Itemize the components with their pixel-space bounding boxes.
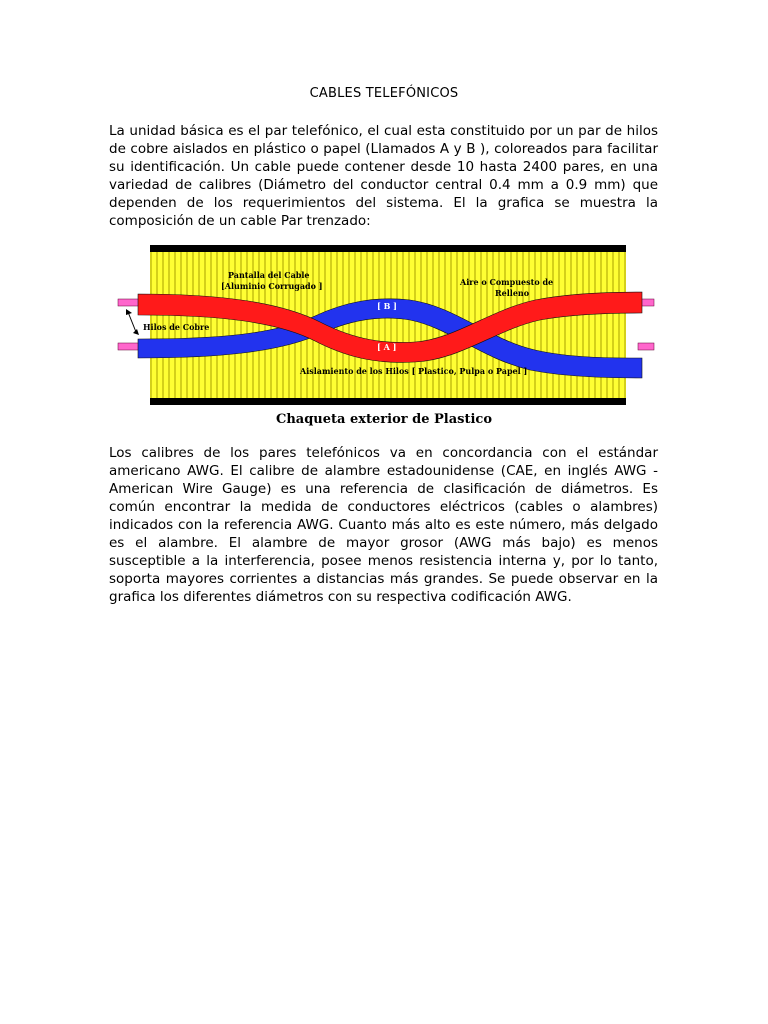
copper-tip-right-bottom: [638, 343, 654, 350]
jacket-top: [150, 245, 626, 252]
copper-tip-left-bottom: [118, 343, 140, 350]
label-air-sub: Relleno: [495, 288, 530, 298]
intro-paragraph: La unidad básica es el par telefónico, el cual esta constituido por un par de hilos de cobre aislados en plástico o papel (Llamados A y B ), coloreados para facilitar su identificación. Un cable puede contener desde 10 hasta 2400 pares, en una variedad de calibres (Diámetro del conductor central 0.4 mm a 0.9 mm) que dependen de los requerimientos del sistema. El la grafica se muestra la composición de un cable Par trenzado:: [109, 123, 658, 229]
twisted-pair-diagram: [110, 240, 658, 432]
document-title: CABLES TELEFÓNICOS: [309, 86, 459, 101]
copper-arrow-head-bottom: [133, 329, 139, 335]
figure-caption: Chaqueta exterior de Plastico: [276, 412, 492, 427]
label-air: Aire o Compuesto de: [460, 277, 554, 287]
label-wire-b: [ B ]: [377, 301, 397, 311]
shield-body: [150, 252, 626, 398]
label-copper: Hilos de Cobre: [143, 322, 210, 332]
copper-tip-left-top: [118, 299, 140, 306]
label-shield: Pantalla del Cable: [228, 270, 310, 280]
copper-arrow-line: [128, 312, 136, 332]
jacket-bottom: [150, 398, 626, 405]
label-insulation: Aislamiento de los Hilos [ Plastico, Pulpa o Papel ]: [300, 366, 528, 376]
label-wire-a: [ A ]: [377, 342, 397, 352]
label-shield-sub: [Aluminio Corrugado ]: [221, 281, 323, 291]
awg-paragraph: Los calibres de los pares telefónicos va en concordancia con el estándar americano AWG. El calibre de alambre estadounidense (CAE, en inglés AWG - American Wire Gauge) es una referencia de clasificación de diámetros. Es común encontrar la medida de conductores eléctricos (cables o alambres) indicados con la referencia AWG. Cuanto más alto es este número, más delgado es el alambre. El alambre de mayor grosor (AWG más bajo) es menos susceptible a la interferencia, posee menos resistencia interna y, por lo tanto, soporta mayores corrientes a distancias más grandes. Se puede observar en la grafica los diferentes diámetros con su respectiva codificación AWG.: [109, 445, 658, 605]
